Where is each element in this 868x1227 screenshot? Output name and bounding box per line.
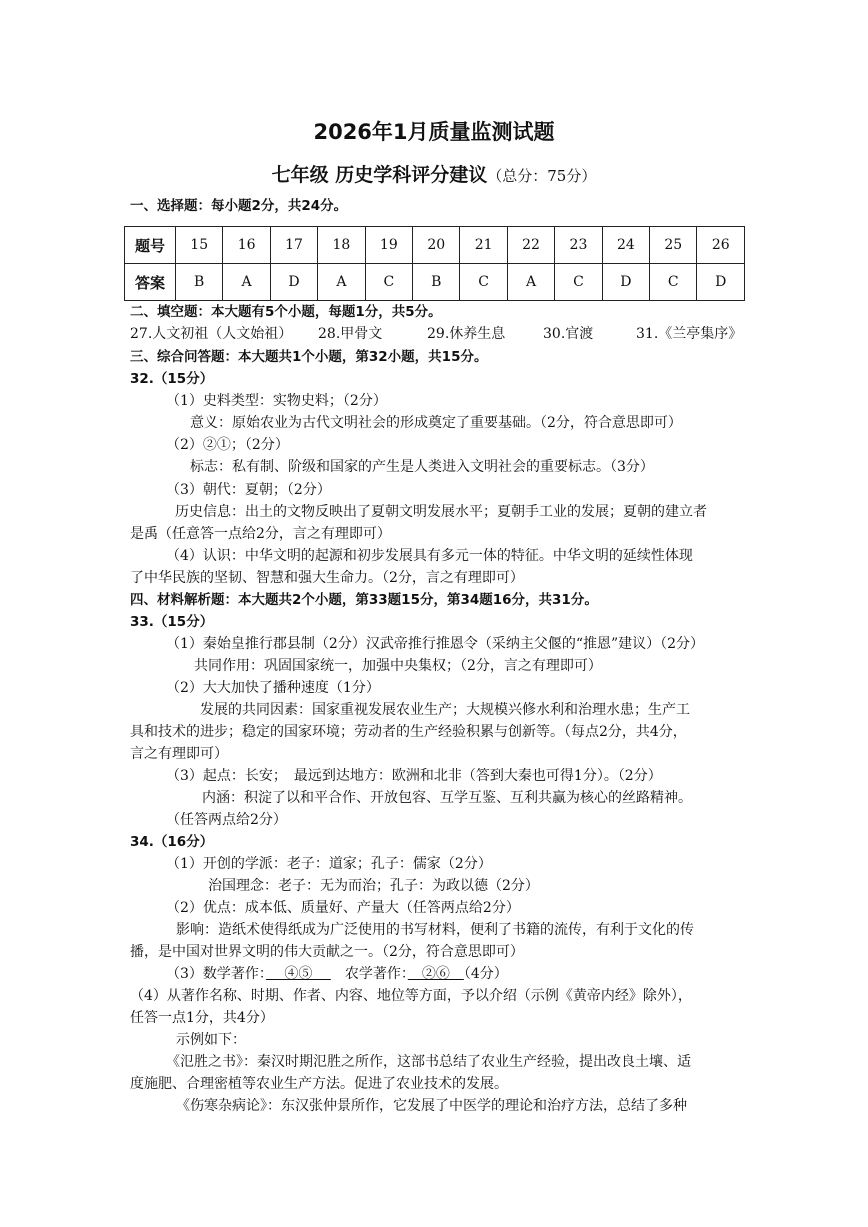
table-cell: C [365, 264, 412, 301]
table-cell: 26 [697, 227, 745, 264]
table-cell: 16 [223, 227, 270, 264]
q33-line: 言之有理即可） [130, 746, 228, 762]
q33-line: （任答两点给2分） [166, 812, 287, 828]
q34-line: 任答一点1分，共4分） [130, 1010, 274, 1026]
table-header-answer: 答案 [125, 264, 176, 301]
q34-line: （1）开创的学派：老子：道家；孔子：儒家（2分） [166, 856, 492, 872]
q33-line: （2）大大加快了播种速度（1分） [166, 680, 380, 696]
q32-line: 意义：原始农业为古代文明社会的形成奠定了重要基础。（2分，符合意思即可） [190, 415, 682, 431]
fill-answer-28: 28.甲骨文 [318, 326, 383, 342]
q34-line: 《伤寒杂病论》：东汉张仲景所作，它发展了中医学的理论和治疗方法，总结了多种 [176, 1098, 687, 1114]
q33-heading: 33.（15分） [130, 614, 214, 630]
table-cell: 24 [602, 227, 649, 264]
table-cell: D [602, 264, 649, 301]
q33-line: 共同作用：巩固国家统一，加强中央集权；（2分，言之有理即可） [194, 658, 602, 674]
table-cell: D [697, 264, 745, 301]
subtitle-total: （总分：75分） [487, 167, 597, 185]
table-cell: 21 [460, 227, 507, 264]
table-header-number: 题号 [125, 227, 176, 264]
q34-line: 影响：造纸术使得纸成为广泛使用的书写材料，便利了书籍的流传，有利于文化的传 [176, 922, 694, 938]
q33-line: （1）秦始皇推行郡县制（2分）汉武帝推行推恩令（采纳主父偃的“推恩”建议）（2分） [166, 636, 705, 652]
q33-line: 具和技术的进步；稳定的国家环境；劳动者的生产经验积累与创新等。（每点2分，共4分， [130, 724, 687, 740]
q32-line: （1）史料类型：实物史料；（2分） [166, 393, 387, 409]
table-cell: B [413, 264, 460, 301]
q32-line: 了中华民族的坚韧、智慧和强大生命力。（2分，言之有理即可） [130, 570, 524, 586]
table-row-answers [125, 264, 745, 301]
q34-line: 播，是中国对世界文明的伟大贡献之一。（2分，符合意思即可） [130, 944, 524, 960]
table-cell: A [507, 264, 554, 301]
section-1-heading: 一、选择题：每小题2分，共24分。 [130, 198, 348, 214]
table-cell: C [555, 264, 602, 301]
table-cell: 17 [270, 227, 317, 264]
table-cell: 20 [413, 227, 460, 264]
table-cell: A [318, 264, 365, 301]
q32-line: （2）②①；（2分） [166, 437, 289, 453]
table-cell: A [223, 264, 270, 301]
section-2-heading: 二、填空题：本大题有5个小题，每题1分，共5分。 [130, 304, 442, 320]
q34-line: （4）从著作名称、时期、作者、内容、地位等方面，予以介绍（示例《黄帝内经》除外）， [130, 988, 692, 1004]
fill-answer-29: 29.休养生息 [427, 326, 506, 342]
page-subtitle [0, 160, 868, 187]
table-cell: C [650, 264, 697, 301]
section-3-heading: 三、综合问答题：本大题共1个小题，第32小题，共15分。 [130, 349, 488, 365]
q33-line: （3）起点：长安； 最远到达地方：欧洲和北非（答到大秦也可得1分）。（2分） [166, 768, 662, 784]
table-cell: C [460, 264, 507, 301]
q32-heading: 32.（15分） [130, 371, 214, 387]
math-works-label: （3）数学著作： [166, 966, 266, 982]
math-works-answer: ④⑤ [265, 966, 331, 982]
table-cell: 22 [507, 227, 554, 264]
table-cell: 23 [555, 227, 602, 264]
table-cell: D [270, 264, 317, 301]
fill-answer-30: 30.官渡 [543, 326, 594, 342]
table-cell: 15 [176, 227, 223, 264]
q34-line: （2）优点：成本低、质量好、产量大（任答两点给2分） [166, 900, 520, 916]
table-row-numbers [125, 227, 745, 264]
q32-line: 是禹（任意答一点给2分，言之有理即可） [130, 526, 391, 542]
q34-line-3 [166, 964, 508, 984]
q34-line: 治国理念：老子：无为而治；孔子：为政以德（2分） [208, 878, 539, 894]
q33-line: 内涵：积淀了以和平合作、开放包容、互学互鉴、互利共赢为核心的丝路精神。 [202, 790, 692, 806]
answer-table [124, 226, 745, 301]
q34-3-score: （4分） [463, 966, 508, 982]
q32-line: 历史信息：出土的文物反映出了夏朝文明发展水平；夏朝手工业的发展；夏朝的建立者 [175, 504, 707, 520]
q34-line: 示例如下： [176, 1032, 246, 1048]
q32-line: （4）认识：中华文明的起源和初步发展具有多元一体的特征。中华文明的延续性体现 [166, 548, 693, 564]
table-cell: B [176, 264, 223, 301]
subtitle-text: 七年级 历史学科评分建议 [271, 164, 488, 186]
fill-answer-31: 31.《兰亭集序》 [636, 326, 743, 342]
q34-line: 度施肥、合理密植等农业生产方法。促进了农业技术的发展。 [130, 1076, 508, 1092]
q34-line: 《氾胜之书》：秦汉时期氾胜之所作，这部书总结了农业生产经验，提出改良土壤、适 [166, 1054, 691, 1070]
fill-answer-27: 27.人文初祖（人文始祖） [130, 326, 293, 342]
table-cell: 19 [365, 227, 412, 264]
q32-line: 标志：私有制、阶级和国家的产生是人类进入文明社会的重要标志。（3分） [190, 459, 654, 475]
table-cell: 18 [318, 227, 365, 264]
agri-works-label: 农学著作： [330, 966, 408, 982]
section-4-heading: 四、材料解析题：本大题共2个小题，第33题15分，第34题16分，共31分。 [130, 592, 598, 608]
page-title: 2026年1月质量监测试题 [313, 120, 555, 144]
q34-heading: 34.（16分） [130, 834, 214, 850]
q32-line: （3）朝代：夏朝；（2分） [166, 482, 331, 498]
q33-line: 发展的共同因素：国家重视发展农业生产；大规模兴修水利和治理水患；生产工 [200, 702, 690, 718]
agri-works-answer: ②⑥ [407, 966, 464, 982]
table-cell: 25 [650, 227, 697, 264]
